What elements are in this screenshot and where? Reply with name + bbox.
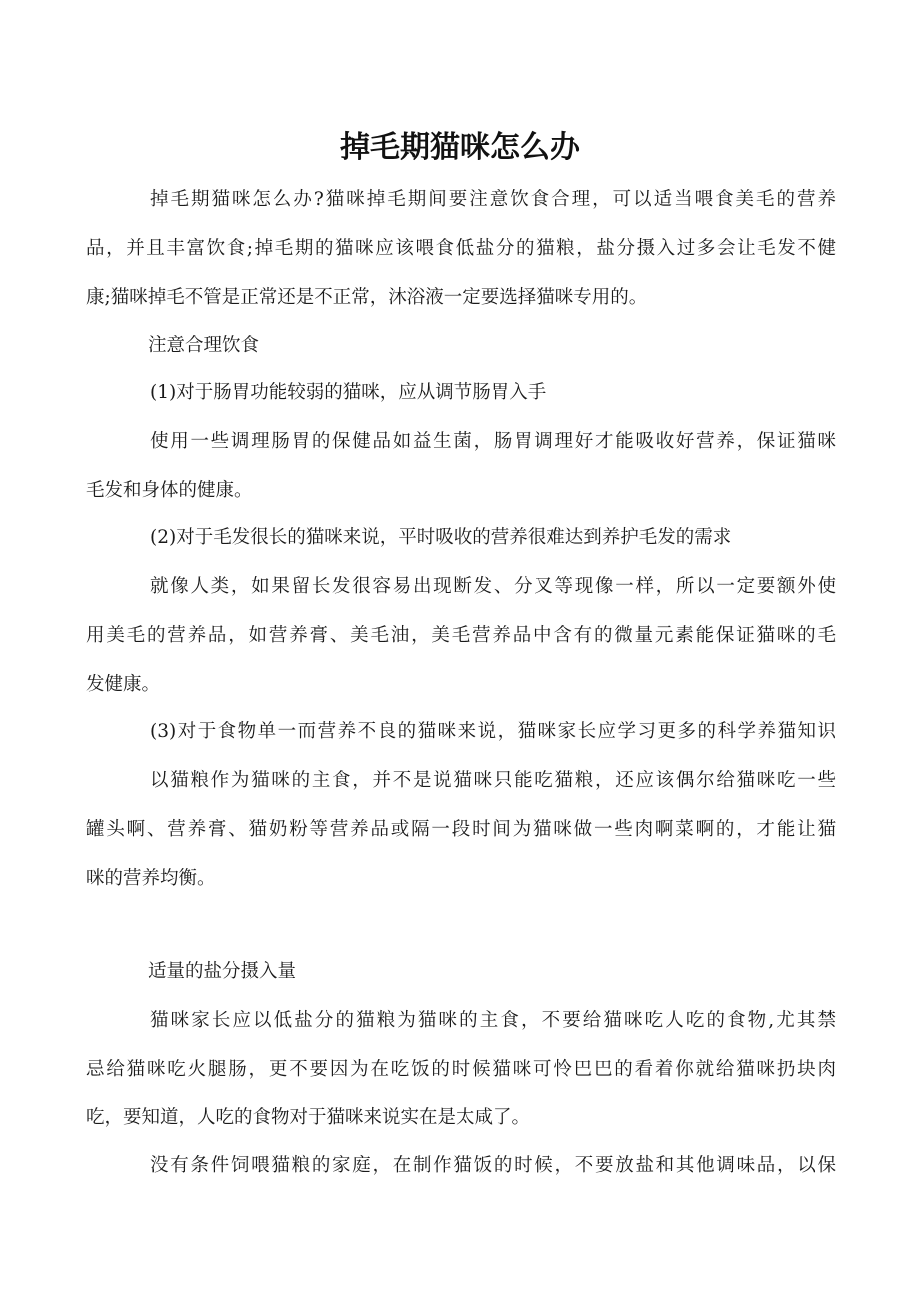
salt-para-2-line-1: 没有条件饲喂猫粮的家庭，在制作猫饭的时候，不要放盐和其他调味品，以保 — [150, 1155, 836, 1176]
item-2-body-line-1: 就像人类，如果留长发很容易出现断发、分叉等现像一样，所以一定要额外使 — [150, 576, 836, 597]
salt-para-1-line-2: 忌给猫咪吃火腿肠，更不要因为在吃饭的时候猫咪可怜巴巴的看着你就给猫咪扔块肉 — [86, 1059, 836, 1080]
intro-line-3: 康;猫咪掉毛不管是正常还是不正常，沐浴液一定要选择猫咪专用的。 — [86, 287, 648, 308]
document-title: 掉毛期猫咪怎么办 — [340, 130, 580, 165]
item-3-body-line-2: 罐头啊、营养膏、猫奶粉等营养品或隔一段时间为猫咪做一些肉啊菜啊的，才能让猫 — [86, 819, 836, 840]
item-1-body-line-2: 毛发和身体的健康。 — [86, 480, 253, 501]
item-2-title: (2)对于毛发很长的猫咪来说，平时吸收的营养很难达到养护毛发的需求 — [150, 527, 732, 548]
intro-line-1: 掉毛期猫咪怎么办?猫咪掉毛期间要注意饮食合理，可以适当喂食美毛的营养 — [150, 189, 836, 210]
section-heading-salt: 适量的盐分摄入量 — [148, 961, 297, 982]
section-heading-diet: 注意合理饮食 — [148, 335, 260, 356]
item-3-title: (3)对于食物单一而营养不良的猫咪来说，猫咪家长应学习更多的科学养猫知识 — [150, 721, 836, 742]
item-2-body-line-2: 用美毛的营养品，如营养膏、美毛油，美毛营养品中含有的微量元素能保证猫咪的毛 — [86, 625, 836, 646]
item-1-title: (1)对于肠胃功能较弱的猫咪，应从调节肠胃入手 — [150, 382, 547, 403]
item-3-body-line-1: 以猫粮作为猫咪的主食，并不是说猫咪只能吃猫粮，还应该偶尔给猫咪吃一些 — [150, 770, 836, 791]
item-1-body-line-1: 使用一些调理肠胃的保健品如益生菌，肠胃调理好才能吸收好营养，保证猫咪 — [150, 431, 836, 452]
salt-para-1-line-1: 猫咪家长应以低盐分的猫粮为猫咪的主食，不要给猫咪吃人吃的食物,尤其禁 — [150, 1010, 836, 1031]
salt-para-1-line-3: 吃，要知道，人吃的食物对于猫咪来说实在是太咸了。 — [86, 1107, 531, 1128]
intro-line-2: 品，并且丰富饮食;掉毛期的猫咪应该喂食低盐分的猫粮，盐分摄入过多会让毛发不健 — [86, 238, 836, 259]
item-2-body-line-3: 发健康。 — [86, 674, 161, 695]
item-3-body-line-3: 咪的营养均衡。 — [86, 868, 216, 889]
